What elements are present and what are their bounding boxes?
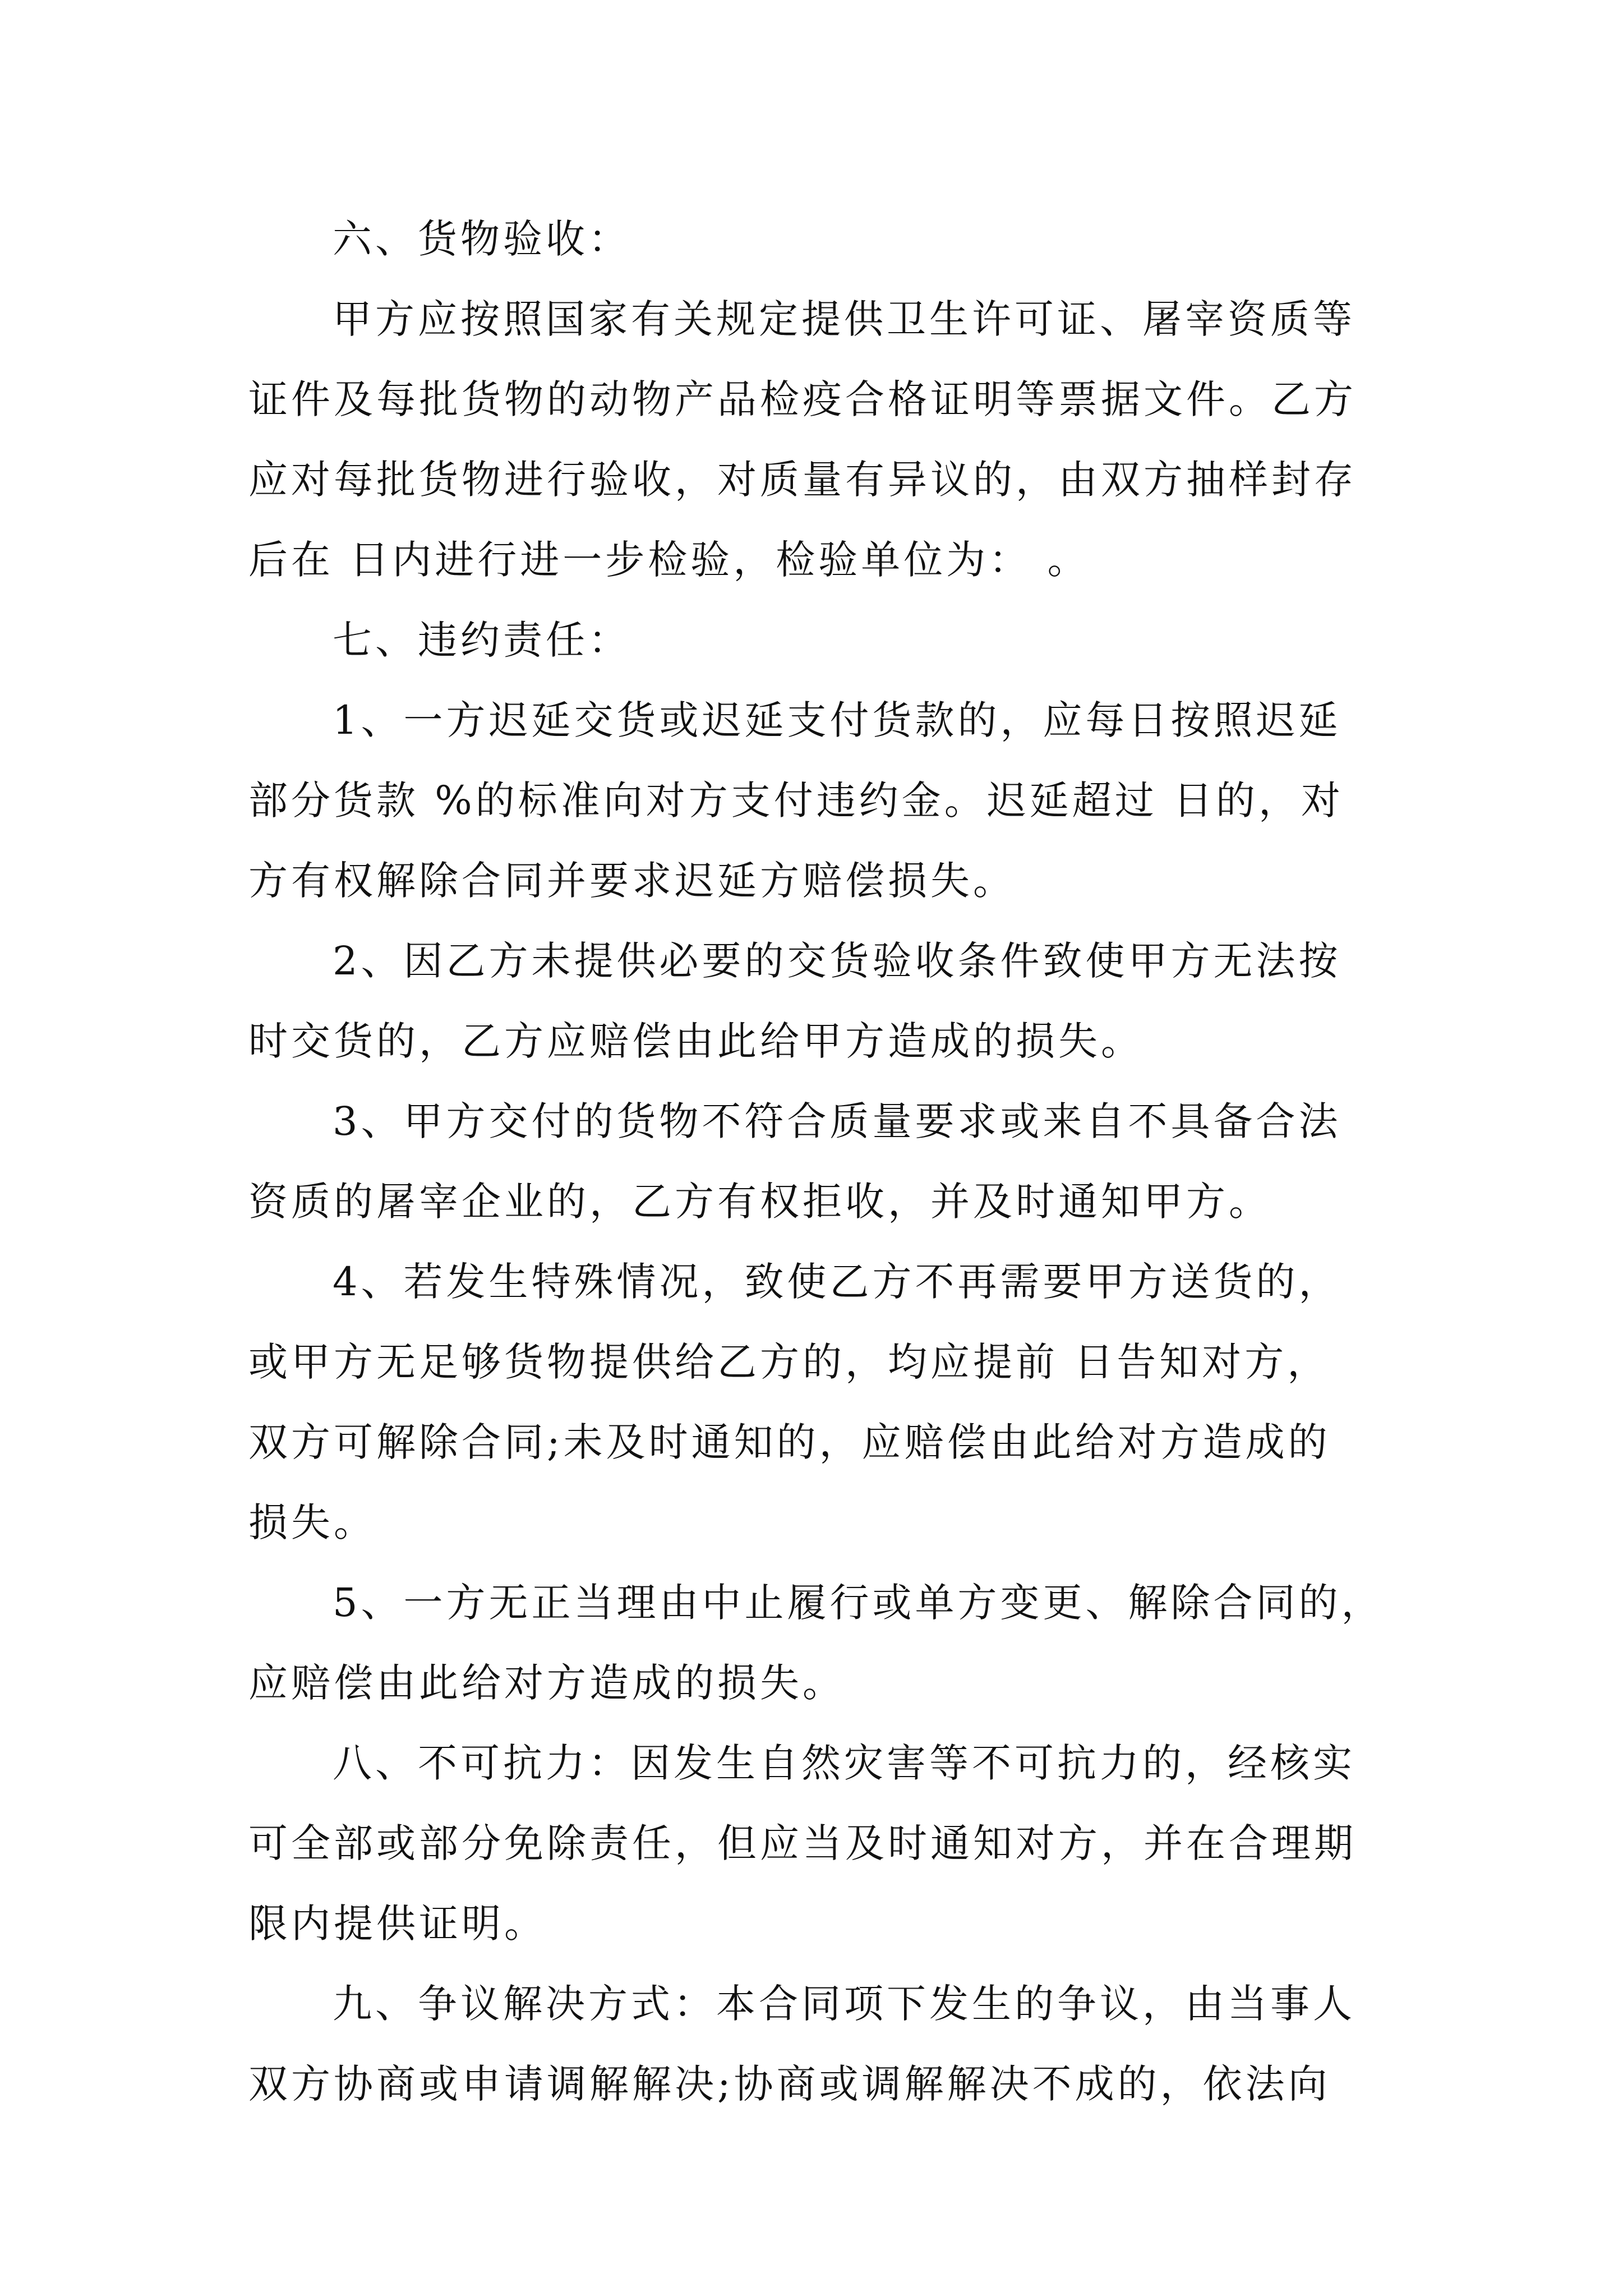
section-7-item-3 xyxy=(248,1082,1393,1242)
text-line: 时交货的，乙方应赔偿由此给甲方造成的损失。 xyxy=(248,1018,1144,1064)
section-6-body xyxy=(248,279,1393,600)
section-6-heading xyxy=(248,199,1393,279)
text-line: 八、不可抗力：因发生自然灾害等不可抗力的，经核实 xyxy=(333,1740,1355,1786)
text-line: 双方协商或申请调解解决;协商或调解解决不成的，依法向 xyxy=(248,2061,1331,2107)
section-7-item-2 xyxy=(248,921,1393,1082)
text-line: 或甲方无足够货物提供给乙方的，均应提前 日告知对方， xyxy=(248,1339,1330,1385)
section-8 xyxy=(248,1723,1393,1964)
text-line: 甲方应按照国家有关规定提供卫生许可证、屠宰资质等 xyxy=(333,296,1355,342)
text-line: 六、货物验收： xyxy=(333,216,631,262)
section-7-item-5 xyxy=(248,1563,1393,1723)
section-9 xyxy=(248,1964,1393,2124)
text-line: 后在 日内进行进一步检验，检验单位为： 。 xyxy=(248,537,1090,583)
section-7-heading xyxy=(248,600,1393,680)
text-line: 3、甲方交付的货物不符合质量要求或来自不具备合法 xyxy=(333,1098,1341,1144)
text-line: 应赔偿由此给对方造成的损失。 xyxy=(248,1660,845,1706)
text-line: 应对每批货物进行验收，对质量有异议的，由双方抽样封存 xyxy=(248,457,1357,503)
text-line: 部分货款 %的标准向对方支付违约金。迟延超过 日的，对 xyxy=(248,777,1344,823)
text-line: 证件及每批货物的动物产品检疫合格证明等票据文件。乙方 xyxy=(248,376,1357,422)
text-line: 1、一方迟延交货或迟延支付货款的，应每日按照迟延 xyxy=(333,697,1341,743)
text-line: 限内提供证明。 xyxy=(248,1901,547,1947)
text-line: 双方可解除合同;未及时通知的，应赔偿由此给对方造成的 xyxy=(248,1419,1331,1465)
text-line: 损失。 xyxy=(248,1499,376,1545)
text-line: 5、一方无正当理由中止履行或单方变更、解除合同的， xyxy=(333,1580,1384,1626)
text-line: 2、因乙方未提供必要的交货验收条件致使甲方无法按 xyxy=(333,938,1341,984)
text-line: 资质的屠宰企业的，乙方有权拒收，并及时通知甲方。 xyxy=(248,1179,1271,1225)
section-7-item-1 xyxy=(248,680,1393,921)
text-line: 七、违约责任： xyxy=(333,617,631,663)
document-body xyxy=(248,199,1393,2124)
text-line: 4、若发生特殊情况，致使乙方不再需要甲方送货的， xyxy=(333,1259,1341,1305)
section-7-item-4 xyxy=(248,1242,1393,1563)
text-line: 方有权解除合同并要求迟延方赔偿损失。 xyxy=(248,858,1016,904)
text-line: 九、争议解决方式：本合同项下发生的争议，由当事人 xyxy=(333,1981,1355,2027)
text-line: 可全部或部分免除责任，但应当及时通知对方，并在合理期 xyxy=(248,1820,1357,1866)
